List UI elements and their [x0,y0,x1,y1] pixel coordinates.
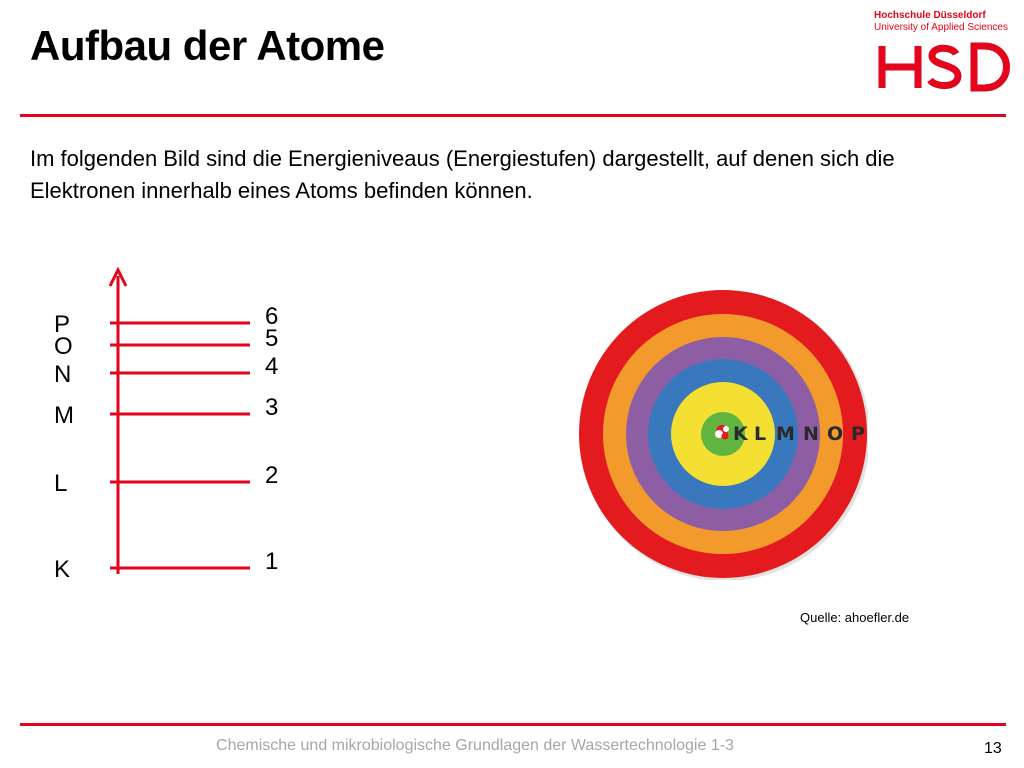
atom-shell-model [578,288,868,580]
energy-level-diagram [40,260,300,590]
slide-title: Aufbau der Atome [30,22,385,69]
level-number-1: 1 [265,548,279,575]
shell-letter-k: K [54,556,71,583]
level-number-4: 4 [265,353,279,380]
logo-letter-s [930,48,958,85]
atom-shell-label-n: N [803,423,819,445]
level-number-6: 6 [265,303,279,330]
footer-course-title: Chemische und mikrobiologische Grundlagen der Wassertechnologie 1-3 [216,737,734,754]
shell-letter-m: M [54,402,74,429]
atom-shell-label-l: L [754,423,767,445]
hsd-logo [874,10,1014,100]
logo-letter-h [882,46,918,88]
page-number: 13 [984,740,1002,757]
shell-letter-n: N [54,361,72,388]
logo-university-subtitle: University of Applied Sciences [874,22,1008,33]
atom-shell-label-m: M [776,423,795,445]
atom-shell-label-k: K [733,423,748,445]
logo-letter-d [974,46,1007,88]
image-source-credit: Quelle: ahoefler.de [800,610,910,625]
atom-shell-label-p: P [851,423,865,445]
hsd-logo-mark [874,40,1010,92]
shell-letter-l: L [54,470,68,497]
shell-letter-o: O [54,333,73,360]
intro-text: Im folgenden Bild sind die Energieniveaus (Energiestufen) dargestellt, auf denen sich die Elektronen innerhalb eines Atoms befinden können. [30,146,895,203]
level-number-2: 2 [265,462,279,489]
level-number-3: 3 [265,394,279,421]
footer-rule [20,723,1006,726]
level-number-5: 5 [265,325,279,352]
atom-shell-label-o: O [827,423,844,445]
shell-letter-p: P [54,311,71,338]
energy-levels [54,303,278,583]
header-rule [20,114,1006,117]
logo-university-name: Hochschule Düsseldorf [874,10,986,21]
